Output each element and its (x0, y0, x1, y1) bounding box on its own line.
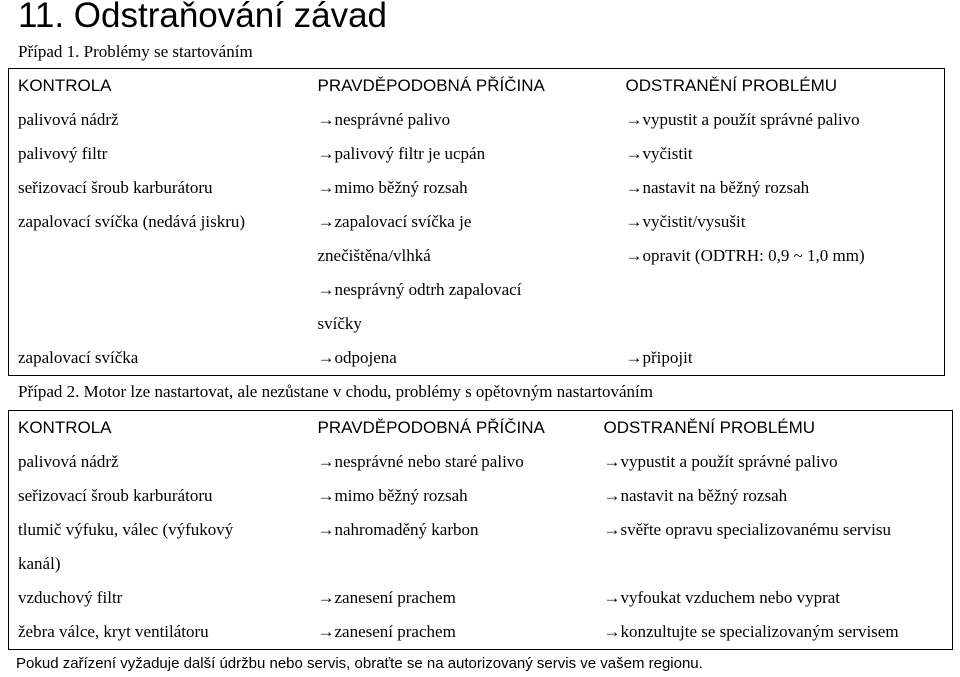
case-2-table (8, 410, 953, 650)
cause-cell: →palivový filtr je ucpán (317, 144, 486, 163)
column-header-fix: ODSTRANĚNÍ PROBLÉMU (589, 411, 953, 446)
fix-cell (611, 205, 945, 341)
check-line: kanál) (18, 554, 61, 573)
table-row (9, 581, 953, 615)
check-cell: seřizovací šroub karburátoru (9, 171, 303, 205)
check-cell: palivový filtr (9, 137, 303, 171)
cause-cell: →mimo běžný rozsah (317, 178, 468, 197)
cause-line: svíčky (317, 314, 362, 333)
cause-cell: →zanesení prachem (317, 588, 456, 607)
cause-line: znečištěna/vlhká (317, 246, 431, 265)
cause-line: →zapalovací svíčka je (317, 212, 472, 231)
fix-cell: →vypustit a použít správné palivo (611, 103, 945, 137)
cause-cell: →zanesení prachem (303, 615, 589, 650)
check-cell: vzduchový filtr (9, 581, 303, 615)
table-row (9, 137, 945, 171)
cause-line: →nesprávný odtrh zapalovací (317, 280, 522, 299)
table-row (9, 103, 945, 137)
fix-cell: →připojit (611, 341, 945, 376)
check-cell: zapalovací svíčka (9, 341, 303, 376)
table-row (9, 341, 945, 376)
check-cell: palivová nádrž (9, 445, 303, 479)
column-header-cause: PRAVDĚPODOBNÁ PŘÍČINA (303, 411, 589, 446)
fix-line: →opravit (ODTRH: 0,9 ~ 1,0 mm) (625, 246, 865, 265)
table-row (9, 513, 953, 581)
check-cell: žebra válce, kryt ventilátoru (9, 615, 303, 650)
cause-cell: →nesprávné palivo (317, 110, 451, 129)
table-row (9, 205, 945, 341)
table-row (9, 445, 953, 479)
case-1-table (8, 68, 945, 376)
fix-cell: →nastavit na běžný rozsah (589, 479, 953, 513)
table-row (9, 479, 953, 513)
cause-cell: →nahromaděný karbon (317, 520, 479, 539)
cause-cell: →mimo běžný rozsah (317, 486, 468, 505)
column-header-check: KONTROLA (9, 69, 303, 104)
column-header-check: KONTROLA (9, 411, 303, 446)
fix-line: →vyčistit/vysušit (625, 212, 746, 231)
fix-cell: →vyfoukat vzduchem nebo vyprat (589, 581, 953, 615)
column-header-cause: PRAVDĚPODOBNÁ PŘÍČINA (303, 69, 611, 104)
cause-cell (303, 205, 611, 341)
check-cell (9, 513, 303, 581)
cause-cell: →nesprávné nebo staré palivo (317, 452, 524, 471)
fix-cell: →vypustit a použít správné palivo (589, 445, 953, 479)
case-2-heading: Případ 2. Motor lze nastartovat, ale nezůstane v chodu, problémy s opětovným nastartováním (18, 382, 653, 401)
cause-cell: →odpojena (303, 341, 611, 376)
page-title: 11. Odstraňování závad (18, 0, 388, 35)
check-cell: zapalovací svíčka (nedává jiskru) (9, 205, 303, 341)
fix-cell: →vyčistit (611, 137, 945, 171)
check-cell: palivová nádrž (9, 103, 303, 137)
fix-cell: →nastavit na běžný rozsah (611, 171, 945, 205)
table-header-row (9, 411, 953, 446)
check-line: tlumič výfuku, válec (výfukový (18, 520, 234, 539)
case-1-heading: Případ 1. Problémy se startováním (18, 42, 253, 61)
check-cell: seřizovací šroub karburátoru (9, 479, 303, 513)
fix-cell: →konzultujte se specializovaným servisem (589, 615, 953, 650)
table-header-row (9, 69, 945, 104)
column-header-fix: ODSTRANĚNÍ PROBLÉMU (611, 69, 945, 104)
footer-note: Pokud zařízení vyžaduje další údržbu nebo servis, obraťte se na autorizovaný servis ve vašem regionu. (16, 655, 703, 672)
fix-cell: →svěřte opravu specializovanému servisu (589, 513, 953, 581)
table-row (9, 615, 953, 650)
table-row (9, 171, 945, 205)
